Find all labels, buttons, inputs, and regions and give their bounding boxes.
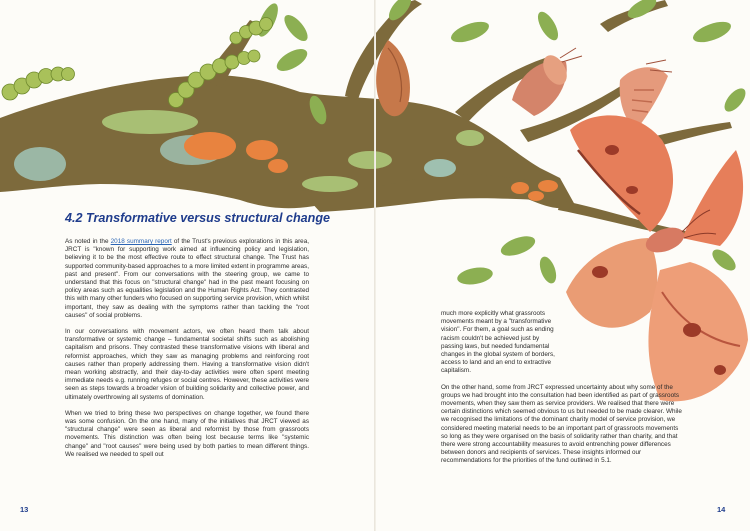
section-title: 4.2 Transformative versus structural change — [65, 211, 331, 225]
paragraph-5: On the other hand, some from JRCT expressed uncertainty about why some of the groups we had brought into the consultation had been identified as part of grassroots movements, when they saw them as service providers. We realised that there were certain distinctions which seemed obvious to us but needed to be made clearer. While we recognised the limitations of the dominant charity model of service provision, we considered meeting material needs to be an important part of grassroots movements so long as they were organised on the basis of solidarity rather than charity, and that there were strong accountability measures to avoid entrenching power differences between donors and recipients of services. These insights informed our recommendations for the priorities of the fund outlined in 5.1. — [441, 383, 682, 465]
moth-eyespot-3 — [592, 266, 608, 278]
moth-forewing-right — [682, 150, 743, 246]
paragraph-4: much more explicitly what grassroots movements meant by a "transformative vision". For them, a goal such as ending racism couldn't be achieved just by passing laws, but needed fundamental changes in the global system of borders, access to land and an end to extractive capitalism. — [441, 310, 555, 375]
left-text-column — [65, 238, 309, 467]
moth-eyespot-1 — [605, 145, 619, 155]
paragraph-1 — [65, 238, 309, 320]
p1-text-end: of the Trust's previous explorations in this area, JRCT is "known for supporting work aimed at influencing policy and legislation, believing it to be the most effective route to effect structural change. The Trust has supported community-based approaches to a more limited extent in programme areas, past and present". From our conversations with the steering group, we came to understand that this focus on "structural change" had in the past meant focusing on policy areas such as equalities legislation and the Human Rights Act. They contrasted this with many other funders who focused on supporting service provision, which whilst important, they saw as dealing with the symptoms rather than tackling the "root causes" of social problems. — [65, 238, 309, 319]
paragraph-3: When we tried to bring these two perspectives on change together, we found there was some confusion. On the one hand, many of the initiatives that JRCT viewed as "structural change" were seen as liberal and reformist by those from grassroots movements. This distinction was often being lost because terms like "systemic change" and "root causes" were being used by both parties to mean different things. We realised we needed to spell out — [65, 409, 309, 458]
p1-text-start: As noted in the — [65, 238, 111, 245]
page-number-right: 14 — [717, 505, 726, 514]
paragraph-2: In our conversations with movement actors, we often heard them talk about transformative or systemic change – fundamental societal shifts such as abolishing capitalism and prisons. They contrasted these transformative visions with liberal and reformist approaches, which they saw as managing problems and reinforcing root causes rather than properly addressing them. Having a transformative vision didn't mean working abstractly, and their day-to-day activities were often spent meeting immediate needs e.g. running refuges or social centres. However, these activities were seen as steps towards a broader vision of building solidarity and collective power, and ultimately overthrowing all systems of domination. — [65, 328, 309, 401]
moth-eyespot-5 — [714, 365, 726, 375]
right-text-column — [441, 310, 683, 474]
page-gutter — [374, 0, 376, 531]
emerging-moth-left — [512, 48, 582, 116]
moth-eyespot-4 — [683, 323, 701, 337]
moth-eyespot-2 — [626, 186, 638, 194]
page-number-left: 13 — [20, 505, 29, 514]
summary-report-link[interactable]: 2018 summary report — [110, 238, 172, 245]
caterpillar-left — [2, 67, 75, 100]
